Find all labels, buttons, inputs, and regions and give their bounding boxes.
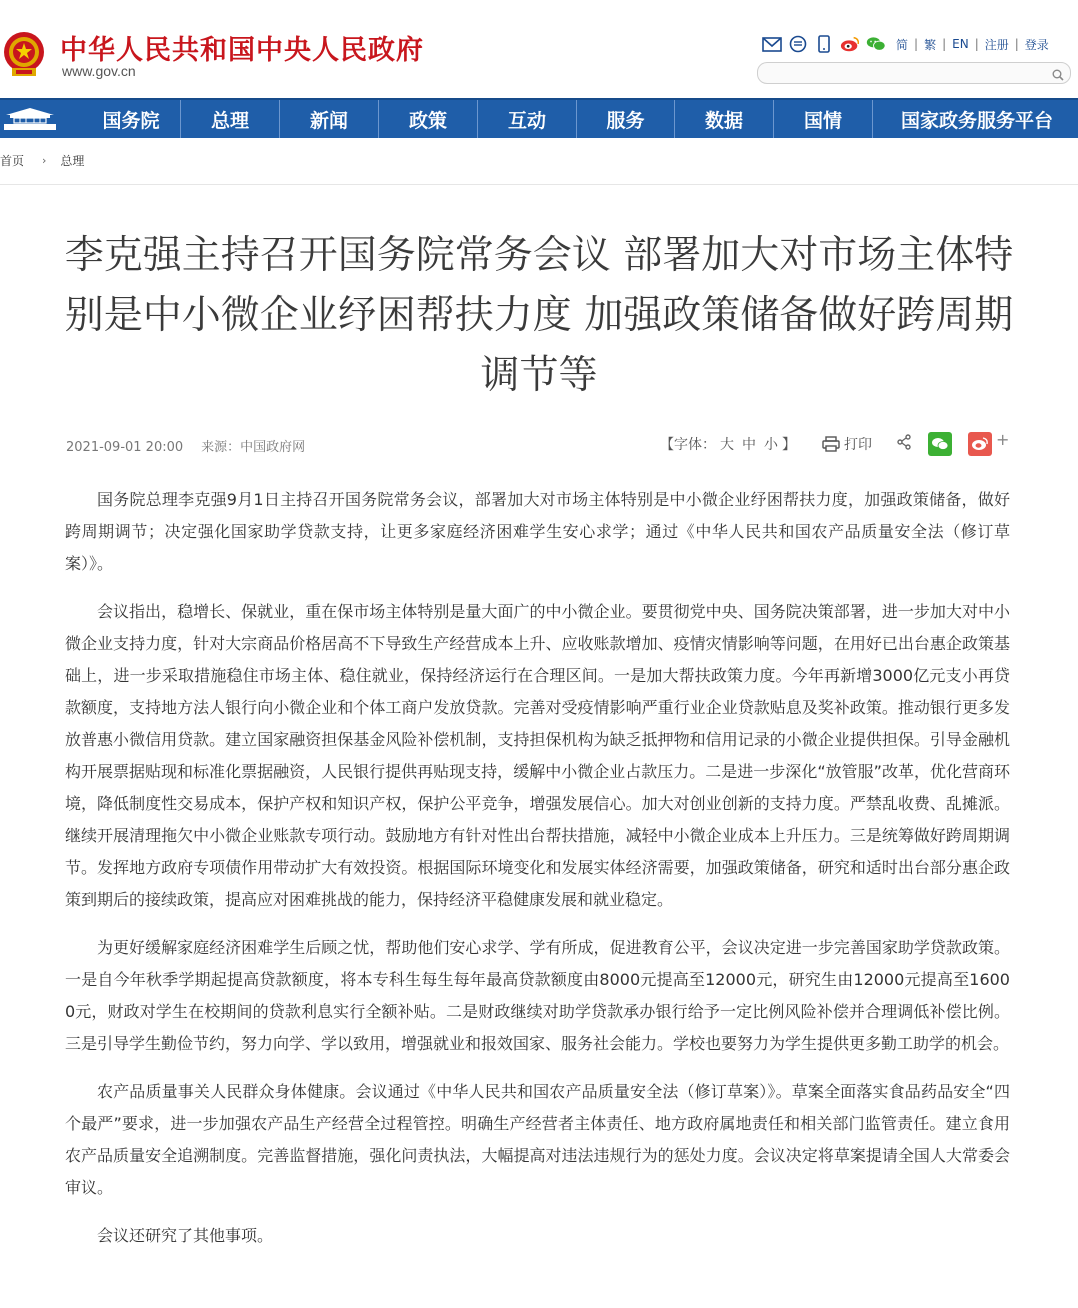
site-title[interactable]: 中华人民共和国中央人民政府 bbox=[60, 35, 424, 66]
national-emblem-icon[interactable] bbox=[2, 30, 46, 80]
font-size-medium[interactable]: 中 bbox=[742, 437, 756, 453]
weibo-icon[interactable] bbox=[840, 35, 860, 53]
wechat-icon[interactable] bbox=[866, 35, 886, 53]
article-meta bbox=[66, 436, 323, 455]
tiananmen-home-icon[interactable] bbox=[0, 100, 60, 138]
nav-items bbox=[82, 100, 1078, 138]
nav-item-services[interactable]: 服务 bbox=[576, 100, 674, 138]
site-url[interactable]: www.gov.cn bbox=[62, 63, 136, 79]
font-size-close: 】 bbox=[782, 437, 796, 453]
nav-item-premier[interactable]: 总理 bbox=[180, 100, 279, 138]
lang-english[interactable]: EN bbox=[952, 37, 969, 51]
article-datetime: 2021-09-01 20:00 bbox=[66, 440, 184, 455]
login-link[interactable]: 登录 bbox=[1024, 37, 1049, 52]
share-weibo-button[interactable] bbox=[968, 432, 992, 456]
article-source: 中国政府网 bbox=[240, 440, 306, 455]
divider bbox=[0, 184, 1078, 185]
chevron-right-icon: › bbox=[42, 154, 47, 167]
rss-icon[interactable] bbox=[788, 35, 808, 53]
print-button[interactable] bbox=[822, 434, 872, 454]
nav-item-data[interactable]: 数据 bbox=[674, 100, 773, 138]
search-icon[interactable] bbox=[1052, 66, 1064, 85]
mail-icon[interactable] bbox=[762, 35, 782, 53]
nav-item-policy[interactable]: 政策 bbox=[378, 100, 477, 138]
share-wechat-button[interactable] bbox=[928, 432, 952, 456]
article-paragraph: 为更好缓解家庭经济困难学生后顾之忧，帮助他们安心求学、学有所成，促进教育公平，会议决定进一步完善国家助学贷款政策。一是自今年秋季学期起提高贷款额度，将本专科生每生每年最高贷款额度由8000元提高至12000元，研究生由12000元提高至16000元，财政对学生在校期间的贷款利息实行全额补贴。二是财政继续对助学贷款承办银行给予一定比例风险补偿并合理调低补偿比例。三是引导学生勤俭节约，努力向学、学以致用，增强就业和报效国家、服务社会能力。学校也要努力为学生提供更多勤工助学的机会。 bbox=[65, 938, 1010, 1053]
breadcrumb-home[interactable]: 首页 bbox=[0, 154, 25, 168]
site-header bbox=[0, 0, 1078, 98]
font-size-label: 【字体： bbox=[660, 437, 716, 453]
font-size-switcher bbox=[660, 434, 796, 454]
article-paragraph: 农产品质量事关人民群众身体健康。会议通过《中华人民共和国农产品质量安全法（修订草案）》。草案全面落实食品药品安全“四个最严”要求，进一步加强农产品生产经营全过程管控。明确生产经营者主体责任、地方政府属地责任和相关部门监管责任。建立食用农产品质量安全追溯制度。完善监督措施，强化问责执法，大幅提高对违法违规行为的惩处力度。会议决定将草案提请全国人大常委会审议。 bbox=[65, 1082, 1010, 1197]
font-size-small[interactable]: 小 bbox=[764, 437, 778, 453]
nav-item-state-council[interactable]: 国务院 bbox=[102, 109, 160, 132]
nav-item-gov-service-platform[interactable]: 国家政务服务平台 bbox=[872, 100, 1078, 138]
main-nav bbox=[0, 98, 1078, 138]
language-links: 简 | 繁 | EN | 注册 | 登录 bbox=[896, 37, 1049, 52]
search-input[interactable] bbox=[768, 64, 1052, 84]
print-label: 打印 bbox=[844, 437, 872, 453]
article-paragraph: 会议还研究了其他事项。 bbox=[97, 1226, 274, 1245]
article-body bbox=[65, 484, 1010, 1268]
search-box bbox=[757, 62, 1071, 84]
article-paragraph: 国务院总理李克强9月1日主持召开国务院常务会议，部署加大对市场主体特别是中小微企业纾困帮扶力度，加强政策储备，做好跨周期调节；决定强化国家助学贷款支持，让更多家庭经济困难学生安心求学；通过《中华人民共和国农产品质量安全法（修订草案）》。 bbox=[65, 490, 1010, 573]
breadcrumb bbox=[0, 152, 84, 169]
lang-traditional[interactable]: 繁 bbox=[924, 37, 937, 52]
source-label: 来源： bbox=[201, 440, 241, 455]
utility-bar bbox=[762, 33, 1049, 55]
more-share-button[interactable]: + bbox=[996, 429, 1010, 449]
article-title: 李克强主持召开国务院常务会议 部署加大对市场主体特别是中小微企业纾困帮扶力度 加强政策储备做好跨周期调节等 bbox=[64, 233, 1014, 398]
breadcrumb-current[interactable]: 总理 bbox=[60, 154, 85, 168]
nav-item-news[interactable]: 新闻 bbox=[279, 100, 378, 138]
article-tools bbox=[660, 429, 1010, 456]
share-icon[interactable] bbox=[896, 434, 912, 454]
nav-item-interaction[interactable]: 互动 bbox=[477, 100, 576, 138]
wechat-icon bbox=[931, 437, 949, 451]
weibo-icon bbox=[971, 437, 989, 451]
register-link[interactable]: 注册 bbox=[984, 37, 1009, 52]
nav-item-national-info[interactable]: 国情 bbox=[773, 100, 872, 138]
mobile-icon[interactable] bbox=[814, 35, 834, 53]
print-icon bbox=[822, 436, 840, 452]
article-paragraph: 会议指出，稳增长、保就业，重在保市场主体特别是量大面广的中小微企业。要贯彻党中央、国务院决策部署，进一步加大对中小微企业支持力度，针对大宗商品价格居高不下导致生产经营成本上升、应收账款增加、疫情灾情影响等问题，在用好已出台惠企政策基础上，进一步采取措施稳住市场主体、稳住就业，保持经济运行在合理区间。一是加大帮扶政策力度。今年再新增3000亿元支小再贷款额度，支持地方法人银行向小微企业和个体工商户发放贷款。完善对受疫情影响严重行业企业贷款贴息及奖补政策。推动银行更多发放普惠小微信用贷款。建立国家融资担保基金风险补偿机制，支持担保机构为缺乏抵押物和信用记录的小微企业提供担保。引导金融机构开展票据贴现和标准化票据融资，人民银行提供再贴现支持，缓解中小微企业占款压力。二是进一步深化“放管服”改革，优化营商环境，降低制度性交易成本，保护产权和知识产权，保护公平竞争，增强发展信心。加大对创业创新的支持力度。严禁乱收费、乱摊派。继续开展清理拖欠中小微企业账款专项行动。鼓励地方有针对性出台帮扶措施，减轻中小微企业成本上升压力。三是统筹做好跨周期调节。发挥地方政府专项债作用带动扩大有效投资。根据国际环境变化和发展实体经济需要，加强政策储备，研究和适时出台部分惠企政策到期后的接续政策，提高应对困难挑战的能力，保持经济平稳健康发展和就业稳定。 bbox=[65, 602, 1010, 909]
lang-simplified[interactable]: 简 bbox=[896, 37, 909, 52]
font-size-large[interactable]: 大 bbox=[720, 437, 734, 453]
